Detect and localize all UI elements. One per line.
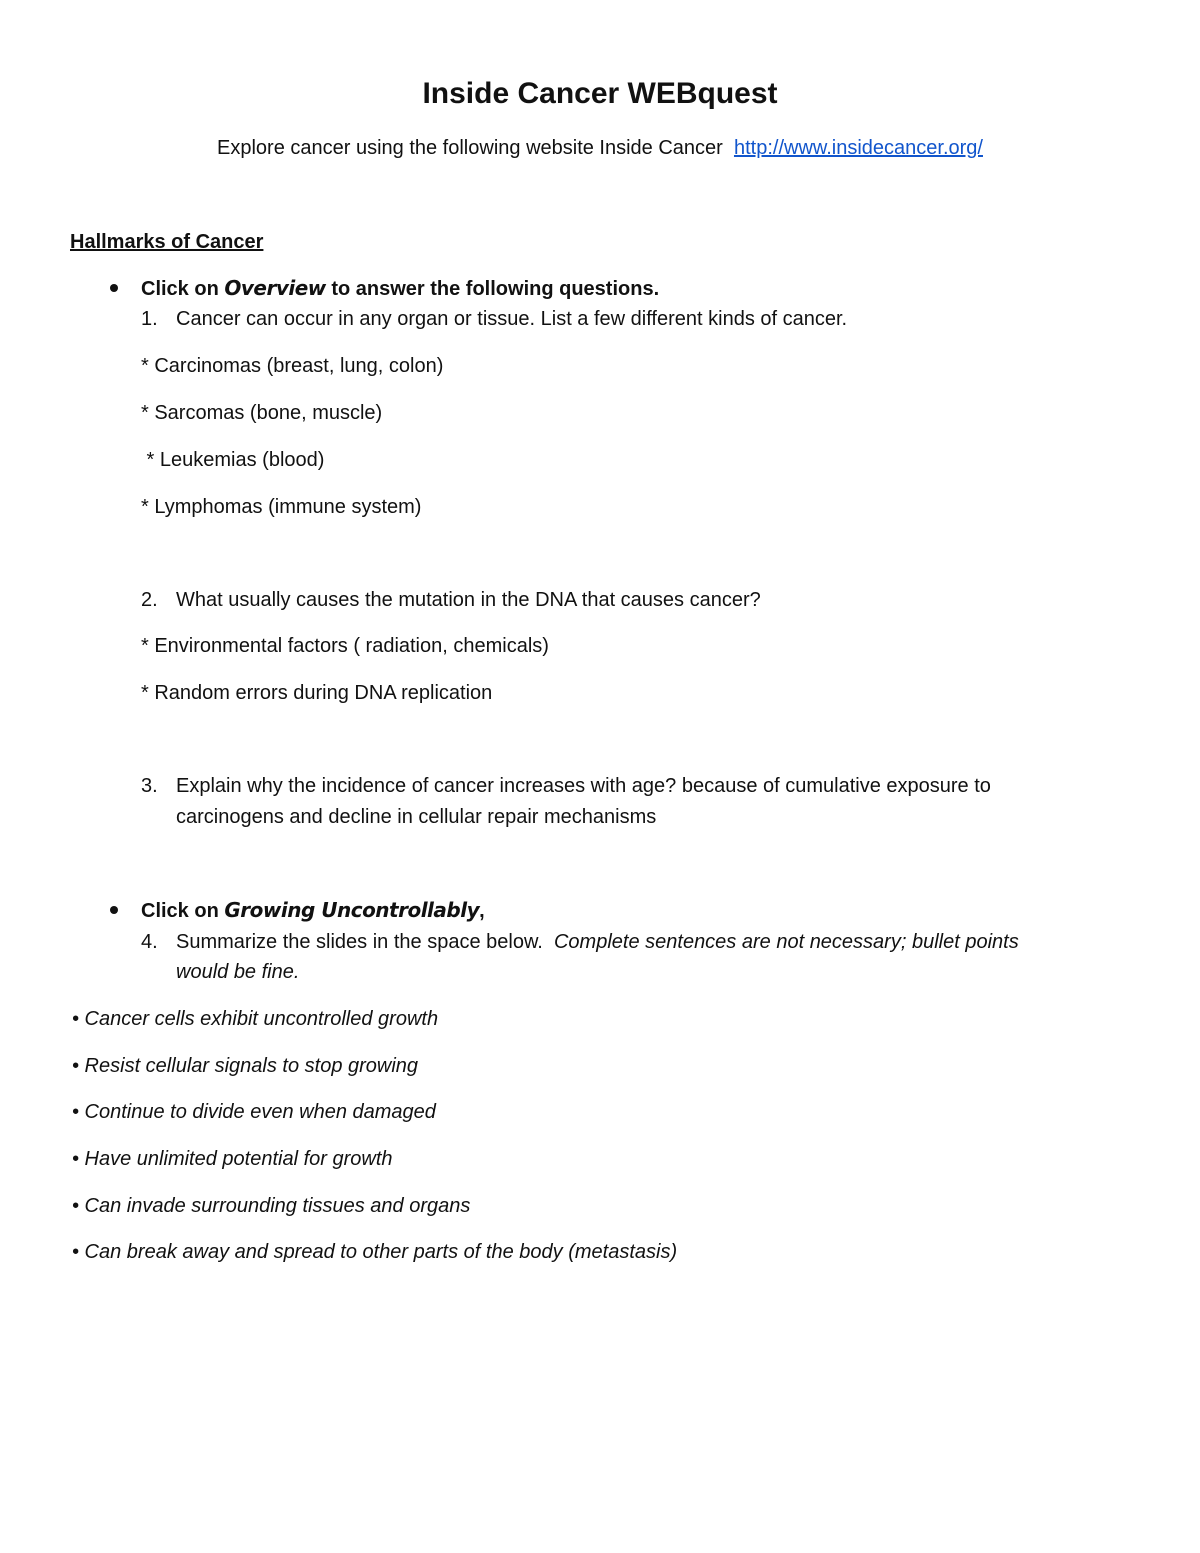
- insidecancer-link[interactable]: http://www.insidecancer.org/: [733, 137, 983, 159]
- question-3: [141, 772, 991, 800]
- subtitle: [0, 134, 1200, 162]
- click-suffix: to answer the following questions.: [331, 278, 660, 300]
- bullet-dot-icon: [110, 284, 118, 292]
- summary-item: • Resist cellular signals to stop growing: [72, 1055, 419, 1077]
- summary-item: • Continue to divide even when damaged: [72, 1101, 436, 1123]
- overview-link[interactable]: Overview: [224, 276, 326, 300]
- question-2: [141, 586, 761, 614]
- answer-line: * Random errors during DNA replication: [141, 682, 493, 704]
- growing-uncontrollably-link[interactable]: Growing Uncontrollably: [224, 898, 480, 922]
- question-text: Explain why the incidence of cancer increases with age? because of cumulative exposure to: [176, 775, 991, 797]
- summary-item: • Cancer cells exhibit uncontrolled growth: [72, 1008, 439, 1030]
- answer-line: * Carcinomas (breast, lung, colon): [141, 355, 444, 377]
- section-heading: Hallmarks of Cancer: [70, 231, 264, 253]
- bullet-dot-icon: [110, 906, 118, 914]
- summary-item: • Can invade surrounding tissues and organs: [72, 1195, 471, 1217]
- answer-line: * Lymphomas (immune system): [141, 496, 422, 518]
- summary-item: • Can break away and spread to other parts of the body (metastasis): [72, 1241, 678, 1263]
- page-title: Inside Cancer WEBquest: [422, 77, 778, 110]
- question-text: Cancer can occur in any organ or tissue. List a few different kinds of cancer.: [176, 308, 848, 330]
- answer-line: * Environmental factors ( radiation, chemicals): [141, 635, 549, 657]
- question-text: What usually causes the mutation in the DNA that causes cancer?: [176, 589, 761, 611]
- question-hint: Complete sentences are not necessary; bullet points: [553, 931, 1019, 953]
- answer-line: * Sarcomas (bone, muscle): [141, 402, 383, 424]
- click-prefix: Click on: [141, 900, 219, 922]
- question-number: 2.: [141, 589, 158, 611]
- answer-line: * Leukemias (blood): [141, 449, 325, 471]
- question-text: Summarize the slides in the space below.: [176, 931, 543, 953]
- summary-item: • Have unlimited potential for growth: [72, 1148, 393, 1170]
- question-number: 4.: [141, 931, 158, 953]
- growing-instruction: [141, 896, 485, 925]
- subtitle-text: Explore cancer using the following website Inside Cancer: [217, 137, 723, 159]
- question-3-continued: carcinogens and decline in cellular repair mechanisms: [176, 806, 657, 828]
- question-hint-continued: would be fine.: [176, 961, 300, 983]
- overview-instruction: [141, 274, 659, 303]
- click-prefix: Click on: [141, 278, 219, 300]
- question-number: 3.: [141, 775, 158, 797]
- question-1: [141, 305, 847, 333]
- click-suffix: ,: [479, 900, 485, 922]
- question-number: 1.: [141, 308, 158, 330]
- question-4: [141, 928, 1019, 956]
